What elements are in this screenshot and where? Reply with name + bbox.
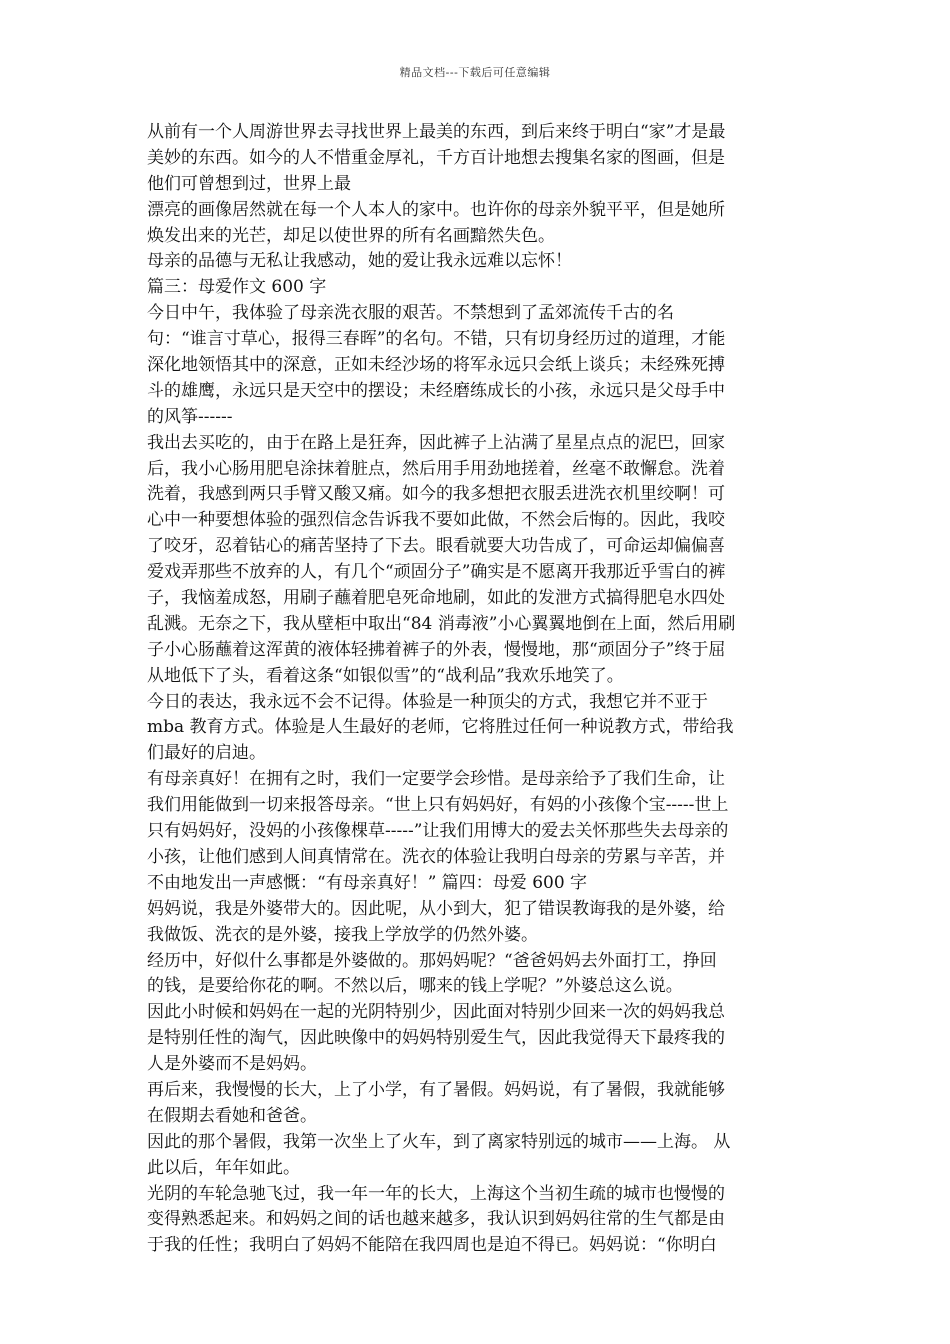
text-line: 了咬牙，忍着钻心的痛苦坚持了下去。眼看就要大功告成了，可命运却偏偏喜 <box>147 536 725 557</box>
text-line: 因此小时候和妈妈在一起的光阴特别少，因此面对特别少回来一次的妈妈我总 <box>147 1002 725 1023</box>
text-line: 句：“谁言寸草心，报得三春晖”的名句。不错，只有切身经历过的道理，才能 <box>147 329 726 350</box>
text-line: 从地低下了头，看着这条“如银似雪”的“战利品”我欢乐地笑了。 <box>147 665 624 686</box>
text-line: 后，我小心肠用肥皂涂抹着脏点，然后用手用劲地搓着，丝毫不敢懈怠。洗着 <box>147 458 725 479</box>
text-line: 再后来，我慢慢的长大，上了小学，有了暑假。妈妈说，有了暑假，我就能够 <box>147 1079 725 1100</box>
text-line: 我出去买吃的，由于在路上是狂奔，因此裤子上沾满了星星点点的泥巴，回家 <box>147 432 725 453</box>
text-line: 焕发出来的光芒，却足以使世界的所有名画黯然失色。 <box>147 225 555 246</box>
text-line: 小孩，让他们感到人间真情常在。洗衣的体验让我明白母亲的劳累与辛苦，并 <box>147 846 725 867</box>
document-body <box>147 120 807 1259</box>
text-line: 们最好的启迪。 <box>147 743 266 764</box>
text-line: 变得熟悉起来。和妈妈之间的话也越来越多，我认识到妈妈往常的生气都是由 <box>147 1209 725 1230</box>
text-line: 因此的那个暑假，我第一次坐上了火车，到了离家特别远的城市——上海。 从 <box>147 1131 731 1152</box>
text-line: mba 教育方式。体验是人生最好的老师，它将胜过任何一种说教方式，带给我 <box>147 717 734 738</box>
text-line: 此以后，年年如此。 <box>147 1157 300 1178</box>
text-line: 在假期去看她和爸爸。 <box>147 1105 317 1126</box>
text-line: 是特别任性的淘气，因此映像中的妈妈特别爱生气，因此我觉得天下最疼我的 <box>147 1028 725 1049</box>
text-line: 他们可曾想到过，世界上最 <box>147 173 351 194</box>
text-line: 我做饭、洗衣的是外婆，接我上学放学的仍然外婆。 <box>147 924 538 945</box>
text-line: 今日中午，我体验了母亲洗衣服的艰苦。不禁想到了孟郊流传千古的名 <box>147 303 674 324</box>
text-line: 漂亮的画像居然就在每一个人本人的家中。也许你的母亲外貌平平，但是她所 <box>147 199 725 220</box>
text-line: 深化地领悟其中的深意，正如未经沙场的将军永远只会纸上谈兵；未经殊死搏 <box>147 355 725 376</box>
text-line: 不由地发出一声感慨：“有母亲真好！” 篇四：母爱 600 字 <box>147 872 588 893</box>
text-line: 爱戏弄那些不放弃的人，有几个“顽固分子”确实是不愿离开我那近乎雪白的裤 <box>147 562 726 583</box>
text-line: 子小心肠蘸着这浑黄的液体轻拂着裤子的外表，慢慢地，那“顽固分子”终于屈 <box>147 639 726 660</box>
text-line: 洗着，我感到两只手臂又酸又痛。如今的我多想把衣服丢进洗衣机里绞啊！可 <box>147 484 725 505</box>
text-line: 妈妈说，我是外婆带大的。因此呢，从小到大，犯了错误教诲我的是外婆，给 <box>147 898 725 919</box>
text-line: 有母亲真好！在拥有之时，我们一定要学会珍惜。是母亲给予了我们生命，让 <box>147 769 725 790</box>
text-line: 心中一种要想体验的强烈信念告诉我不要如此做，不然会后悔的。因此，我咬 <box>147 510 725 531</box>
text-line: 斗的雄鹰，永远只是天空中的摆设；未经磨练成长的小孩，永远只是父母手中 <box>147 380 725 401</box>
text-line: 我们用能做到一切来报答母亲。“世上只有妈妈好，有妈的小孩像个宝-----世上 <box>147 795 729 816</box>
text-line: 从前有一个人周游世界去寻找世界上最美的东西，到后来终于明白“家”才是最 <box>147 122 726 142</box>
text-line: 今日的表达，我永远不会不记得。体验是一种顶尖的方式，我想它并不亚于 <box>147 691 708 712</box>
text-line: 篇三：母爱作文 600 字 <box>147 277 327 298</box>
text-line: 人是外婆而不是妈妈。 <box>147 1054 317 1075</box>
text-line: 乱溅。无奈之下，我从壁柜中取出“84 消毒液”小心翼翼地倒在上面，然后用刷 <box>147 613 736 634</box>
text-line: 美妙的东西。如今的人不惜重金厚礼，千方百计地想去搜集名家的图画，但是 <box>147 147 725 168</box>
text-line: 于我的任性；我明白了妈妈不能陪在我四周也是迫不得已。妈妈说：“你明白 <box>147 1235 717 1256</box>
text-line: 只有妈妈好，没妈的小孩像棵草-----”让我们用博大的爱去关怀那些失去母亲的 <box>147 821 729 842</box>
text-line: 的钱，是要给你花的啊。不然以后，哪来的钱上学呢？”外婆总这么说。 <box>147 976 683 997</box>
text-line: 母亲的品德与无私让我感动，她的爱让我永远难以忘怀！ <box>147 251 572 272</box>
text-line: 的风筝------ <box>147 406 233 427</box>
text-line: 子，我恼羞成怒，用刷子蘸着肥皂死命地刷，如此的发泄方式搞得肥皂水四处 <box>147 588 725 609</box>
page-header: 精品文档---下载后可任意编辑 <box>399 66 551 79</box>
text-line: 经历中，好似什么事都是外婆做的。那妈妈呢？“爸爸妈妈去外面打工，挣回 <box>147 950 717 971</box>
text-line: 光阴的车轮急驰飞过，我一年一年的长大，上海这个当初生疏的城市也慢慢的 <box>147 1183 725 1204</box>
